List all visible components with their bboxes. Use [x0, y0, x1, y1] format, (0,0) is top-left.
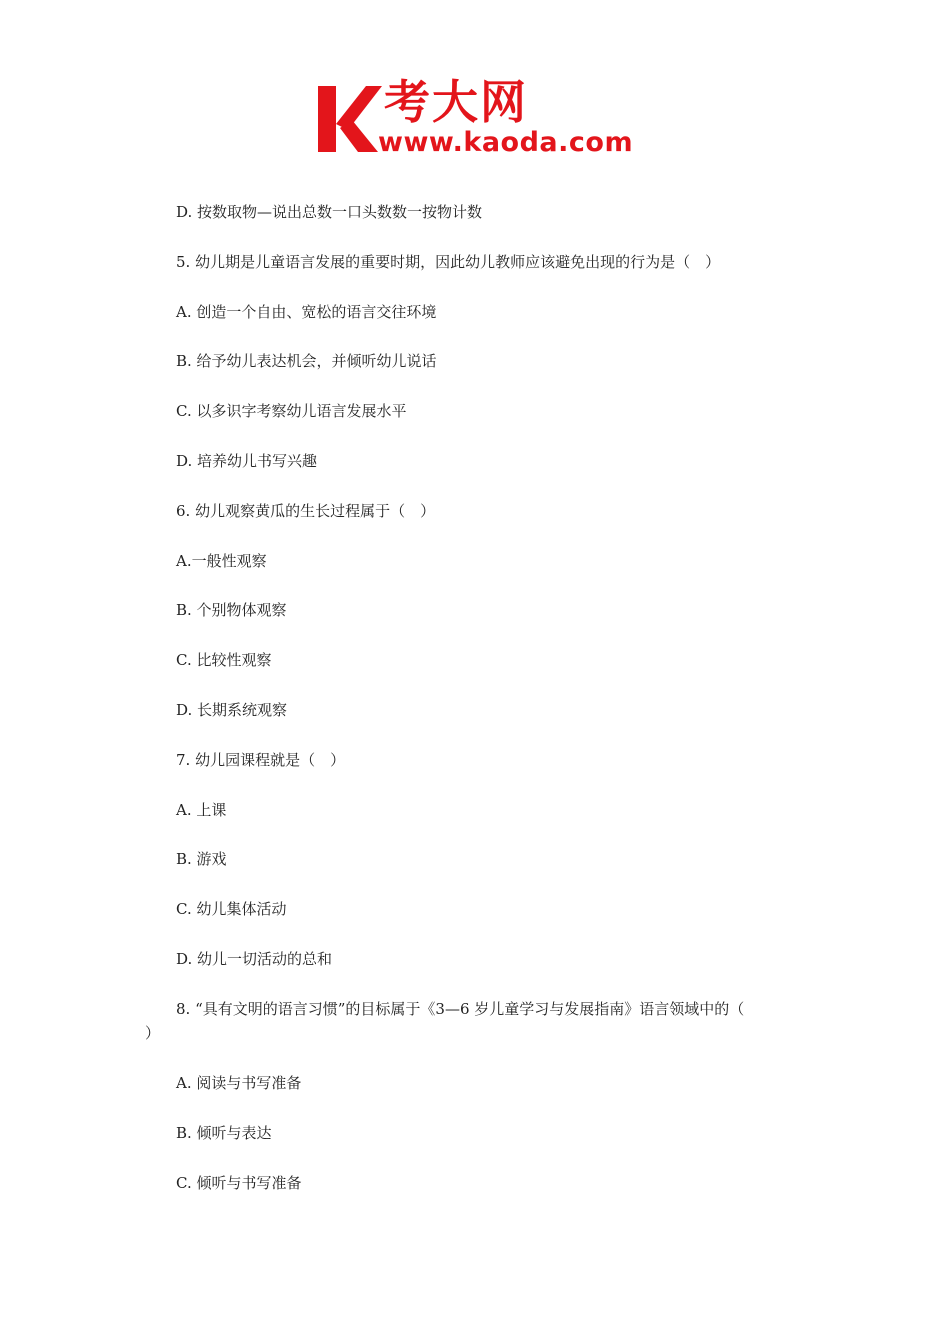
logo-title: 考大网 [384, 75, 528, 129]
option-line: A. 创造一个自由、宽松的语言交往环境 [176, 303, 437, 321]
question-line: 8. “具有文明的语言习惯”的目标属于《3—6 岁儿童学习与发展指南》语言领域中的（ [176, 1000, 745, 1018]
option-line: B. 游戏 [176, 850, 227, 868]
option-line: B. 给予幼儿表达机会，并倾听幼儿说话 [176, 352, 437, 370]
option-line: B. 个别物体观察 [176, 601, 287, 619]
option-line: C. 以多识字考察幼儿语言发展水平 [176, 402, 407, 420]
question-line: 7. 幼儿园课程就是（ ） [176, 751, 346, 769]
option-line: D. 长期系统观察 [176, 701, 288, 719]
question-line-continuation: ） [145, 1024, 161, 1042]
option-line: D. 幼儿一切活动的总和 [176, 950, 333, 968]
option-line: C. 幼儿集体活动 [176, 900, 287, 918]
logo-url: www.kaoda.com [378, 127, 634, 158]
option-line: D. 培养幼儿书写兴趣 [176, 452, 318, 470]
question-line: 6. 幼儿观察黄瓜的生长过程属于（ ） [176, 502, 436, 520]
option-line: A. 上课 [176, 801, 227, 819]
option-line: B. 倾听与表达 [176, 1124, 272, 1142]
option-line: C. 比较性观察 [176, 651, 272, 669]
question-line: 5. 幼儿期是儿童语言发展的重要时期，因此幼儿教师应该避免出现的行为是（ ） [176, 253, 721, 271]
option-line: D. 按数取物—说出总数一口头数数一按物计数 [176, 203, 483, 221]
option-line: A. 阅读与书写准备 [176, 1074, 302, 1092]
option-line: A.一般性观察 [176, 552, 267, 570]
option-line: C. 倾听与书写准备 [176, 1174, 302, 1192]
